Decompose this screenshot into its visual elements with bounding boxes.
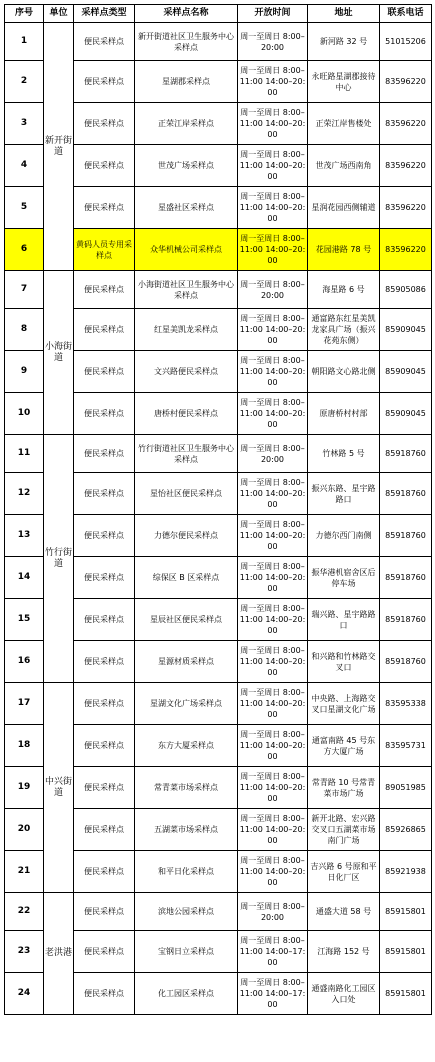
table-cell-hours: 周一至周日 8:00–20:00 <box>238 435 308 473</box>
table-cell-type: 便民采样点 <box>74 557 135 599</box>
table-cell-hours: 周一至周日 8:00–11:00 14:00–20:00 <box>238 145 308 187</box>
table-cell-name: 众华机械公司采样点 <box>135 229 238 271</box>
table-cell-name: 五湖菜市场采样点 <box>135 809 238 851</box>
table-cell-name: 世茂广场采样点 <box>135 145 238 187</box>
table-cell-phone: 85918760 <box>380 435 432 473</box>
table-cell-number: 7 <box>5 271 44 309</box>
table-cell-phone: 85909045 <box>380 309 432 351</box>
table-cell-phone: 85915801 <box>380 893 432 931</box>
table-cell-name: 综保区 B 区采样点 <box>135 557 238 599</box>
table-cell-name: 星湖文化广场采样点 <box>135 683 238 725</box>
table-cell-name: 红星美凯龙采样点 <box>135 309 238 351</box>
table-cell-phone: 85909045 <box>380 351 432 393</box>
table-cell-number: 2 <box>5 61 44 103</box>
table-cell-type: 便民采样点 <box>74 851 135 893</box>
table-cell-phone: 85918760 <box>380 641 432 683</box>
table-cell-type: 便民采样点 <box>74 683 135 725</box>
table-cell-name: 和平日化采样点 <box>135 851 238 893</box>
table-cell-address: 吉兴路 6 号原和平日化厂区 <box>308 851 380 893</box>
table-cell-hours: 周一至周日 8:00–11:00 14:00–20:00 <box>238 851 308 893</box>
table-cell-unit: 新开街道 <box>44 23 74 271</box>
table-cell-address: 朝阳路文心路北侧 <box>308 351 380 393</box>
table-cell-phone: 85918760 <box>380 473 432 515</box>
table-cell-hours: 周一至周日 8:00–11:00 14:00–20:00 <box>238 683 308 725</box>
table-cell-hours: 周一至周日 8:00–11:00 14:00–20:00 <box>238 187 308 229</box>
table-cell-name: 滨地公园采样点 <box>135 893 238 931</box>
table-cell-phone: 85918760 <box>380 557 432 599</box>
table-cell-type: 便民采样点 <box>74 187 135 229</box>
table-cell-type: 便民采样点 <box>74 309 135 351</box>
header-cell: 序号 <box>5 5 44 23</box>
table-cell-hours: 周一至周日 8:00–11:00 14:00–20:00 <box>238 229 308 271</box>
table-cell-type: 便民采样点 <box>74 641 135 683</box>
table-cell-name: 小海街道社区卫生服务中心采样点 <box>135 271 238 309</box>
table-cell-name: 唐桥村便民采样点 <box>135 393 238 435</box>
table-cell-number: 12 <box>5 473 44 515</box>
table-cell-address: 江海路 152 号 <box>308 931 380 973</box>
table-cell-hours: 周一至周日 8:00–11:00 14:00–20:00 <box>238 515 308 557</box>
table-cell-number: 6 <box>5 229 44 271</box>
table-cell-hours: 周一至周日 8:00–11:00 14:00–20:00 <box>238 809 308 851</box>
table-cell-address: 中央路、上海路交叉口星湖文化广场 <box>308 683 380 725</box>
table-cell-unit: 竹行街道 <box>44 435 74 683</box>
table-cell-type: 便民采样点 <box>74 725 135 767</box>
table-cell-number: 22 <box>5 893 44 931</box>
table-cell-address: 通盛大道 58 号 <box>308 893 380 931</box>
table-cell-address: 通富路东红星美凯龙家具广场（振兴花苑东侧） <box>308 309 380 351</box>
table-cell-type: 便民采样点 <box>74 931 135 973</box>
table-cell-phone: 85918760 <box>380 599 432 641</box>
table-cell-hours: 周一至周日 8:00–11:00 14:00–20:00 <box>238 557 308 599</box>
table-row <box>5 435 432 473</box>
table-cell-address: 通富南路 45 号东方大厦广场 <box>308 725 380 767</box>
table-cell-phone: 83595731 <box>380 725 432 767</box>
table-cell-address: 花园港路 78 号 <box>308 229 380 271</box>
table-cell-type: 黄码人员专用采样点 <box>74 229 135 271</box>
table-cell-hours: 周一至周日 8:00–20:00 <box>238 23 308 61</box>
table-cell-phone: 83595338 <box>380 683 432 725</box>
table-cell-unit: 小海街道 <box>44 271 74 435</box>
table-cell-hours: 周一至周日 8:00–11:00 14:00–20:00 <box>238 599 308 641</box>
table-cell-number: 11 <box>5 435 44 473</box>
table-cell-number: 3 <box>5 103 44 145</box>
table-cell-address: 通盛南路化工园区入口处 <box>308 973 380 1015</box>
table-cell-type: 便民采样点 <box>74 973 135 1015</box>
table-cell-phone: 85915801 <box>380 973 432 1015</box>
header-row <box>5 5 432 23</box>
table-cell-number: 20 <box>5 809 44 851</box>
table-cell-address: 新河路 32 号 <box>308 23 380 61</box>
header-cell: 采样点类型 <box>74 5 135 23</box>
table-cell-phone: 83596220 <box>380 187 432 229</box>
table-cell-phone: 85905086 <box>380 271 432 309</box>
table-cell-phone: 89051985 <box>380 767 432 809</box>
header-cell: 单位 <box>44 5 74 23</box>
table-cell-hours: 周一至周日 8:00–11:00 14:00–20:00 <box>238 393 308 435</box>
table-cell-address: 正荣江岸售楼处 <box>308 103 380 145</box>
table-cell-address: 常青路 10 号常青菜市场广场 <box>308 767 380 809</box>
table-cell-number: 8 <box>5 309 44 351</box>
table-row <box>5 893 432 931</box>
table-cell-number: 15 <box>5 599 44 641</box>
header-cell: 地址 <box>308 5 380 23</box>
table-cell-address: 新开北路、宏兴路交叉口五湖菜市场南门广场 <box>308 809 380 851</box>
table-cell-phone: 83596220 <box>380 145 432 187</box>
table-cell-address: 原唐桥村村部 <box>308 393 380 435</box>
table-cell-phone: 85918760 <box>380 515 432 557</box>
table-cell-number: 19 <box>5 767 44 809</box>
table-cell-type: 便民采样点 <box>74 393 135 435</box>
table-row <box>5 23 432 61</box>
table-cell-number: 13 <box>5 515 44 557</box>
table-cell-phone: 85909045 <box>380 393 432 435</box>
table-cell-name: 新开街道社区卫生服务中心采样点 <box>135 23 238 61</box>
table-cell-type: 便民采样点 <box>74 61 135 103</box>
header-cell: 联系电话 <box>380 5 432 23</box>
table-cell-hours: 周一至周日 8:00–11:00 14:00–20:00 <box>238 473 308 515</box>
table-row <box>5 683 432 725</box>
table-cell-name: 常青菜市场采样点 <box>135 767 238 809</box>
table-cell-name: 正荣江岸采样点 <box>135 103 238 145</box>
table-cell-address: 永旺路星湖郡接待中心 <box>308 61 380 103</box>
table-cell-number: 4 <box>5 145 44 187</box>
table-cell-number: 18 <box>5 725 44 767</box>
table-cell-type: 便民采样点 <box>74 23 135 61</box>
sampling-points-table <box>4 4 432 1015</box>
table-row <box>5 271 432 309</box>
table-cell-phone: 85915801 <box>380 931 432 973</box>
table-cell-phone: 83596220 <box>380 103 432 145</box>
table-cell-name: 星怡社区便民采样点 <box>135 473 238 515</box>
table-cell-number: 17 <box>5 683 44 725</box>
table-cell-hours: 周一至周日 8:00–20:00 <box>238 893 308 931</box>
table-cell-hours: 周一至周日 8:00–11:00 14:00–20:00 <box>238 641 308 683</box>
table-cell-name: 力德尔便民采样点 <box>135 515 238 557</box>
table-cell-number: 10 <box>5 393 44 435</box>
table-cell-number: 24 <box>5 973 44 1015</box>
table-cell-type: 便民采样点 <box>74 351 135 393</box>
table-cell-number: 14 <box>5 557 44 599</box>
table-cell-address: 和兴路和竹林路交叉口 <box>308 641 380 683</box>
table-cell-type: 便民采样点 <box>74 103 135 145</box>
table-cell-hours: 周一至周日 8:00–20:00 <box>238 271 308 309</box>
table-cell-number: 1 <box>5 23 44 61</box>
table-cell-address: 力德尔西门南侧 <box>308 515 380 557</box>
table-cell-hours: 周一至周日 8:00–11:00 14:00–17:00 <box>238 973 308 1015</box>
table-cell-phone: 51015206 <box>380 23 432 61</box>
header-cell: 采样点名称 <box>135 5 238 23</box>
table-cell-name: 星源材质采样点 <box>135 641 238 683</box>
table-cell-name: 星湖郡采样点 <box>135 61 238 103</box>
table-cell-hours: 周一至周日 8:00–11:00 14:00–20:00 <box>238 309 308 351</box>
table-cell-address: 振兴东路、星宇路路口 <box>308 473 380 515</box>
table-cell-hours: 周一至周日 8:00–11:00 14:00–17:00 <box>238 931 308 973</box>
table-cell-type: 便民采样点 <box>74 473 135 515</box>
table-cell-phone: 85926865 <box>380 809 432 851</box>
table-cell-hours: 周一至周日 8:00–11:00 14:00–20:00 <box>238 103 308 145</box>
table-cell-name: 东方大厦采样点 <box>135 725 238 767</box>
table-cell-address: 瑞兴路、星宇路路口 <box>308 599 380 641</box>
table-cell-unit: 老洪港 <box>44 893 74 1015</box>
table-cell-type: 便民采样点 <box>74 515 135 557</box>
table-cell-address: 星润花园西侧辅道 <box>308 187 380 229</box>
table-cell-number: 5 <box>5 187 44 229</box>
table-cell-type: 便民采样点 <box>74 809 135 851</box>
table-cell-name: 星盛社区采样点 <box>135 187 238 229</box>
table-cell-phone: 85921938 <box>380 851 432 893</box>
table-cell-type: 便民采样点 <box>74 145 135 187</box>
table-cell-type: 便民采样点 <box>74 435 135 473</box>
table-cell-address: 竹林路 5 号 <box>308 435 380 473</box>
table-cell-hours: 周一至周日 8:00–11:00 14:00–20:00 <box>238 767 308 809</box>
table-cell-type: 便民采样点 <box>74 893 135 931</box>
table-cell-hours: 周一至周日 8:00–11:00 14:00–20:00 <box>238 725 308 767</box>
table-cell-number: 21 <box>5 851 44 893</box>
table-cell-phone: 83596220 <box>380 61 432 103</box>
table-cell-hours: 周一至周日 8:00–11:00 14:00–20:00 <box>238 61 308 103</box>
table-cell-name: 文兴路便民采样点 <box>135 351 238 393</box>
table-cell-number: 9 <box>5 351 44 393</box>
table-cell-phone: 83596220 <box>380 229 432 271</box>
table-cell-address: 海星路 6 号 <box>308 271 380 309</box>
table-cell-number: 23 <box>5 931 44 973</box>
table-cell-address: 世茂广场西南角 <box>308 145 380 187</box>
table-cell-name: 化工园区采样点 <box>135 973 238 1015</box>
table-cell-name: 竹行街道社区卫生服务中心采样点 <box>135 435 238 473</box>
table-cell-type: 便民采样点 <box>74 599 135 641</box>
table-cell-address: 振华港机宿舍区后停车场 <box>308 557 380 599</box>
table-cell-name: 星辰社区便民采样点 <box>135 599 238 641</box>
table-cell-number: 16 <box>5 641 44 683</box>
table-cell-hours: 周一至周日 8:00–11:00 14:00–20:00 <box>238 351 308 393</box>
table-cell-type: 便民采样点 <box>74 271 135 309</box>
table-cell-unit: 中兴街道 <box>44 683 74 893</box>
table-cell-type: 便民采样点 <box>74 767 135 809</box>
table-cell-name: 宝钢日立采样点 <box>135 931 238 973</box>
header-cell: 开放时间 <box>238 5 308 23</box>
